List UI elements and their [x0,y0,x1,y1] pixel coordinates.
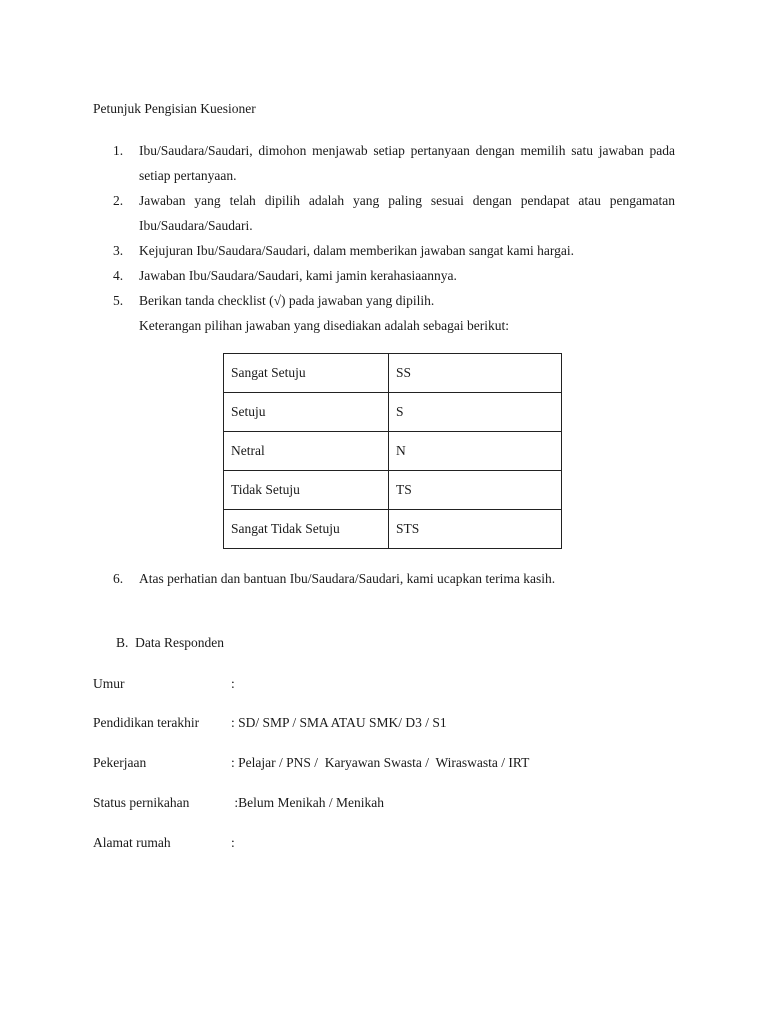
field-label: Umur [93,676,125,691]
list-item-text: Kejujuran Ibu/Saudara/Saudari, dalam memberikan jawaban sangat kami hargai. [139,243,574,258]
list-item-number: 2. [113,193,124,208]
list-item-number: 6. [113,571,124,586]
option-code: S [389,393,562,432]
answer-legend-table [223,353,562,549]
list-item-text: Jawaban Ibu/Saudara/Saudari, kami jamin kerahasiaannya. [139,268,457,283]
list-item-number: 5. [113,293,124,308]
option-label: Netral [224,432,389,471]
section-heading-respondent-data: B. Data Responden [116,635,224,650]
table-row [224,393,562,432]
field-value: : Pelajar / PNS / Karyawan Swasta / Wiraswasta / IRT [231,755,530,770]
field-label: Alamat rumah [93,835,171,850]
table-row [224,471,562,510]
document-title: Petunjuk Pengisian Kuesioner [93,101,256,116]
field-label: Pendidikan terakhir [93,715,200,730]
option-code: STS [389,510,562,549]
option-label: Sangat Setuju [224,354,389,393]
list-item-number: 4. [113,268,124,283]
field-value: : SD/ SMP / SMA ATAU SMK/ D3 / S1 [231,715,447,730]
list-item-number: 1. [113,143,124,158]
list-item-number: 3. [113,243,124,258]
option-code: N [389,432,562,471]
option-code: SS [389,354,562,393]
list-item-text: Ibu/Saudara/Saudari, dimohon menjawab setiap pertanyaan dengan memilih satu jawaban pada setiap pertanyaan. [139,143,675,183]
list-item-text: Atas perhatian dan bantuan Ibu/Saudara/Saudari, kami ucapkan terima kasih. [139,571,556,586]
field-label: Pekerjaan [93,755,147,770]
option-label: Setuju [224,393,389,432]
option-code: TS [389,471,562,510]
answer-legend-note: Keterangan pilihan jawaban yang disediakan adalah sebagai berikut: [139,318,509,333]
table-row [224,510,562,549]
option-label: Sangat Tidak Setuju [224,510,389,549]
field-value: : [231,676,235,691]
field-label: Status pernikahan [93,795,190,810]
list-item-text: Berikan tanda checklist (√) pada jawaban yang dipilih. [139,293,435,308]
option-label: Tidak Setuju [224,471,389,510]
list-item-text: Jawaban yang telah dipilih adalah yang paling sesuai dengan pendapat atau pengamatan Ibu/Saudara/Saudari. [139,193,675,233]
table-row [224,354,562,393]
table-row [224,432,562,471]
field-value: :Belum Menikah / Menikah [231,795,384,810]
field-value: : [231,835,235,850]
